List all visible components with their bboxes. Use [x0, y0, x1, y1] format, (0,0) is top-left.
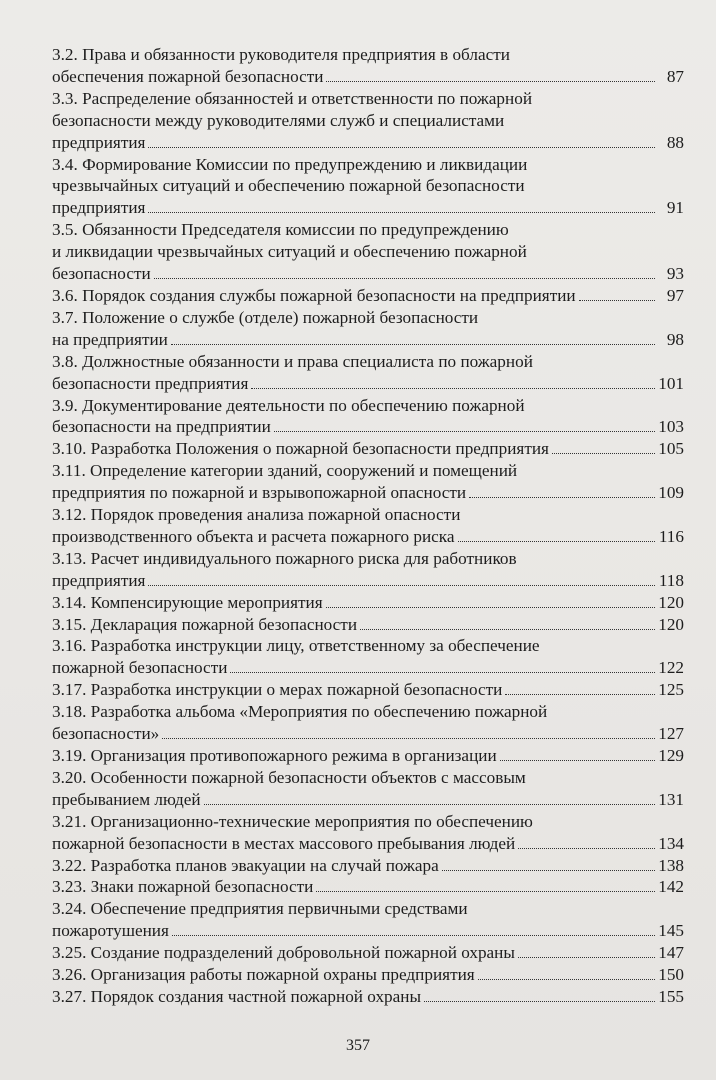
toc-entry-title-line: 3.3. Распределение обязанностей и ответственности по пожарной	[52, 88, 533, 108]
toc-entry-title-line: 3.4. Формирование Комиссии по предупреждению и ликвидации	[52, 154, 528, 174]
dot-leader	[274, 431, 655, 432]
toc-entry-last-line	[52, 570, 684, 592]
toc-entry-title-line: 3.21. Организационно-технические мероприятия по обеспечению	[52, 811, 533, 831]
toc-entry-last-line	[52, 614, 684, 636]
toc-entry-page: 91	[666, 198, 684, 218]
dot-leader	[154, 278, 655, 279]
toc-entry-title-line: предприятия	[52, 570, 146, 590]
toc-entry-title-line: безопасности»	[52, 724, 160, 744]
toc-entry-last-line	[52, 789, 684, 811]
toc-entry	[52, 154, 684, 220]
toc-entry	[52, 395, 684, 439]
dot-leader	[172, 935, 655, 936]
dot-leader	[360, 629, 655, 630]
dot-leader	[326, 607, 655, 608]
toc-entry	[52, 351, 684, 395]
table-of-contents	[52, 44, 684, 1008]
dot-leader	[326, 81, 655, 82]
toc-entry-page: 105	[658, 439, 684, 459]
dot-leader	[148, 147, 655, 148]
toc-entry-last-line	[52, 986, 684, 1008]
toc-entry-page: 150	[658, 965, 684, 985]
dot-leader	[518, 848, 655, 849]
dot-leader	[478, 979, 655, 980]
toc-entry-last-line	[52, 526, 684, 548]
toc-entry-page: 118	[658, 570, 684, 590]
toc-entry	[52, 964, 684, 986]
toc-entry-title-line: 3.13. Расчет индивидуального пожарного риска для работников	[52, 548, 517, 568]
toc-entry-title-line: 3.18. Разработка альбома «Мероприятия по обеспечению пожарной	[52, 702, 548, 722]
toc-entry-last-line	[52, 329, 684, 351]
toc-entry-page: 122	[658, 658, 684, 678]
dot-leader	[171, 344, 655, 345]
toc-entry-title-line: 3.15. Декларация пожарной безопасности	[52, 614, 358, 634]
toc-entry	[52, 592, 684, 614]
toc-entry-page: 134	[658, 833, 684, 853]
toc-entry-title-line: 3.6. Порядок создания службы пожарной безопасности на предприятии	[52, 285, 576, 305]
dot-leader	[162, 738, 655, 739]
dot-leader	[518, 957, 655, 958]
toc-entry-title-line: 3.26. Организация работы пожарной охраны предприятия	[52, 965, 475, 985]
dot-leader	[552, 453, 655, 454]
toc-entry-title-line: 3.12. Порядок проведения анализа пожарной опасности	[52, 505, 461, 525]
toc-entry-title-line: 3.27. Порядок создания частной пожарной охраны	[52, 986, 422, 1006]
toc-entry-title-line: безопасности	[52, 264, 151, 284]
toc-entry-title-line: 3.16. Разработка инструкции лицу, ответственному за обеспечение	[52, 636, 540, 656]
toc-entry-last-line	[52, 438, 684, 460]
toc-entry-last-line	[52, 197, 684, 219]
toc-entry-last-line	[52, 373, 684, 395]
toc-entry-last-line	[52, 132, 684, 154]
toc-entry-last-line	[52, 920, 684, 942]
dot-leader	[458, 541, 655, 542]
toc-entry-title-line: 3.9. Документирование деятельности по обеспечению пожарной	[52, 395, 525, 415]
toc-entry-title-line: 3.7. Положение о службе (отделе) пожарной безопасности	[52, 307, 479, 327]
toc-entry-title-line: 3.24. Обеспечение предприятия первичными средствами	[52, 899, 468, 919]
toc-entry	[52, 767, 684, 811]
toc-entry-page: 142	[658, 877, 684, 897]
toc-entry-title-line: 3.11. Определение категории зданий, сооружений и помещений	[52, 461, 518, 481]
toc-entry-title-line: предприятия	[52, 132, 146, 152]
toc-entry-title-line: обеспечения пожарной безопасности	[52, 66, 324, 86]
toc-entry	[52, 898, 684, 942]
toc-entry-last-line	[52, 592, 684, 614]
toc-entry-page: 138	[658, 855, 684, 875]
toc-entry	[52, 855, 684, 877]
toc-entry-last-line	[52, 876, 684, 898]
toc-entry	[52, 811, 684, 855]
dot-leader	[148, 585, 655, 586]
toc-entry-last-line	[52, 745, 684, 767]
toc-entry-title-line: 3.10. Разработка Положения о пожарной безопасности предприятия	[52, 439, 549, 459]
toc-entry-title-line: безопасности предприятия	[52, 373, 249, 393]
dot-leader	[230, 672, 655, 673]
toc-entry-last-line	[52, 833, 684, 855]
toc-entry	[52, 679, 684, 701]
toc-entry-title-line: пожаротушения	[52, 921, 169, 941]
toc-entry-title-line: пожарной безопасности в местах массового пребывания людей	[52, 833, 516, 853]
toc-entry	[52, 285, 684, 307]
toc-entry-last-line	[52, 855, 684, 877]
toc-entry-title-line: 3.5. Обязанности Председателя комиссии по предупреждению	[52, 220, 509, 240]
toc-entry-title-line: безопасности между руководителями служб и специалистами	[52, 110, 505, 130]
dot-leader	[500, 760, 655, 761]
toc-entry-title-line: на предприятии	[52, 329, 168, 349]
toc-entry-page: 116	[658, 526, 684, 546]
toc-entry	[52, 219, 684, 285]
toc-entry-last-line	[52, 964, 684, 986]
toc-entry-page: 103	[658, 417, 684, 437]
toc-entry-page: 88	[666, 132, 684, 152]
toc-entry-page: 97	[666, 285, 684, 305]
toc-entry-page: 155	[658, 986, 684, 1006]
toc-entry-page: 109	[658, 483, 684, 503]
toc-entry-page: 125	[658, 680, 684, 700]
toc-entry	[52, 88, 684, 154]
toc-entry-page: 131	[658, 789, 684, 809]
toc-entry-page: 129	[658, 746, 684, 765]
toc-entry	[52, 44, 684, 88]
toc-entry-last-line	[52, 285, 684, 307]
toc-entry	[52, 876, 684, 898]
toc-entry-last-line	[52, 942, 684, 964]
toc-entry-title-line: 3.19. Организация противопожарного режима в организации	[52, 746, 497, 765]
dot-leader	[505, 694, 655, 695]
toc-entry-last-line	[52, 482, 684, 504]
toc-entry-last-line	[52, 416, 684, 438]
toc-entry-title-line: 3.8. Должностные обязанности и права специалиста по пожарной	[52, 351, 533, 371]
toc-entry-title-line: 3.23. Знаки пожарной безопасности	[52, 877, 314, 897]
toc-entry-last-line	[52, 263, 684, 285]
toc-entry-page: 120	[658, 592, 684, 612]
toc-entry-last-line	[52, 679, 684, 701]
toc-entry-title-line: 3.25. Создание подразделений добровольной пожарной охраны	[52, 943, 515, 963]
toc-entry-title-line: предприятия по пожарной и взрывопожарной опасности	[52, 483, 467, 503]
toc-entry-title-line: безопасности на предприятии	[52, 417, 271, 437]
toc-entry-title-line: предприятия	[52, 198, 146, 218]
toc-entry-title-line: чрезвычайных ситуаций и обеспечению пожарной безопасности	[52, 176, 525, 196]
dot-leader	[148, 212, 655, 213]
page-number: 357	[346, 1037, 370, 1054]
toc-entry-page: 87	[666, 66, 684, 86]
toc-entry-title-line: 3.14. Компенсирующие мероприятия	[52, 592, 323, 612]
dot-leader	[469, 497, 655, 498]
toc-entry-last-line	[52, 66, 684, 88]
toc-entry	[52, 438, 684, 460]
toc-entry	[52, 614, 684, 636]
dot-leader	[316, 891, 655, 892]
toc-entry	[52, 701, 684, 745]
toc-entry	[52, 635, 684, 679]
toc-entry-page: 145	[658, 921, 684, 941]
toc-entry-title-line: 3.17. Разработка инструкции о мерах пожарной безопасности	[52, 680, 503, 700]
toc-entry	[52, 942, 684, 964]
dot-leader	[442, 870, 655, 871]
dot-leader	[204, 804, 655, 805]
toc-entry	[52, 460, 684, 504]
toc-entry-title-line: пожарной безопасности	[52, 658, 228, 678]
toc-entry	[52, 745, 684, 767]
toc-entry-title-line: 3.22. Разработка планов эвакуации на случай пожара	[52, 855, 439, 875]
toc-entry-title-line: 3.20. Особенности пожарной безопасности объектов с массовым	[52, 767, 526, 787]
toc-entry	[52, 548, 684, 592]
toc-entry	[52, 307, 684, 351]
dot-leader	[579, 300, 655, 301]
toc-entry-page: 120	[658, 614, 684, 634]
dot-leader	[251, 388, 655, 389]
toc-entry-page: 127	[658, 724, 684, 744]
toc-entry-page: 101	[658, 373, 684, 393]
toc-entry-page: 93	[666, 264, 684, 284]
toc-entry	[52, 504, 684, 548]
toc-entry-last-line	[52, 657, 684, 679]
toc-entry-title-line: производственного объекта и расчета пожарного риска	[52, 526, 455, 546]
toc-entry-title-line: пребыванием людей	[52, 789, 201, 809]
toc-entry-page: 98	[666, 329, 684, 349]
toc-entry	[52, 986, 684, 1008]
toc-entry-title-line: и ликвидации чрезвычайных ситуаций и обеспечению пожарной	[52, 242, 527, 262]
toc-entry-title-line: 3.2. Права и обязанности руководителя предприятия в области	[52, 45, 510, 64]
toc-entry-page: 147	[658, 943, 684, 963]
toc-entry-last-line	[52, 723, 684, 745]
dot-leader	[424, 1001, 655, 1002]
